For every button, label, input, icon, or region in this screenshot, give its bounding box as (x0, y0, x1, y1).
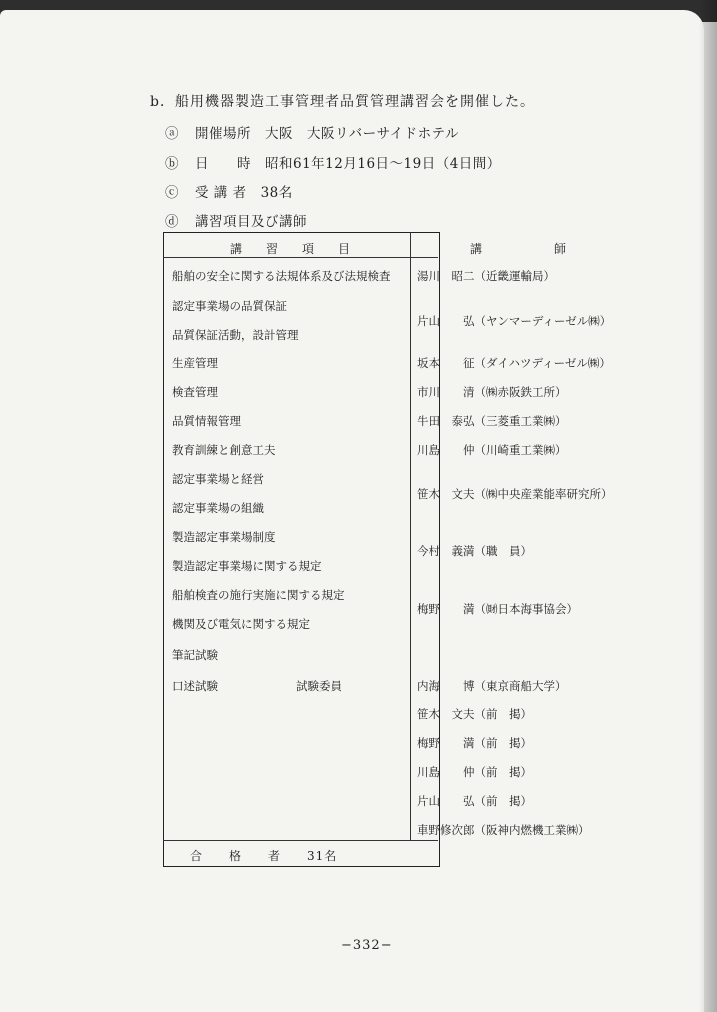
subject-cell: 生産管理 (172, 356, 218, 370)
instructor-cell: 市川 清（㈱赤阪鉄工所） (417, 385, 567, 399)
subject-cell: 筆記試験 (172, 648, 218, 662)
page-edge-shadow (699, 0, 717, 1012)
subject-cell: 品質情報管理 (172, 414, 241, 428)
item-datetime (165, 152, 501, 172)
subject-cell: 船舶の安全に関する法規体系及び法規検査 (172, 269, 391, 283)
instructor-cell: 湯川 昭二（近畿運輸局） (417, 269, 555, 283)
item-marker: ⓒ (165, 185, 179, 201)
item-attendees (165, 181, 293, 201)
subject-cell: 検査管理 (172, 385, 218, 399)
instructor-cell: 梅野 満（㈶日本海事協会） (417, 602, 578, 616)
instructor-cell: 笹木 文夫（㈱中央産業能率研究所） (417, 487, 613, 501)
subject-cell: 品質保証活動，設計管理 (172, 328, 299, 342)
exam-committee-label: 試験委員 (296, 679, 342, 693)
subject-cell: 認定事業場の組織 (172, 501, 264, 515)
instructor-cell: 今村 義満（職 員） (417, 544, 532, 558)
table-header-subjects: 講 習 項 目 (230, 242, 351, 256)
section-heading: b．船用機器製造工事管理者品質管理講習会を開催した。 (150, 94, 535, 110)
instructor-cell: 梅野 満（前 掲） (417, 736, 532, 750)
instructor-cell: 牛田 泰弘（三菱重工業㈱） (417, 414, 567, 428)
item-text: 日 時 昭和61年12月16日〜19日（4日間） (195, 156, 501, 172)
instructor-cell: 片山 弘（ヤンマーディーゼル㈱） (417, 314, 612, 328)
item-marker: ⓓ (165, 214, 179, 230)
table-footer-rule (163, 840, 438, 841)
subject-cell: 口述試験 (172, 679, 218, 693)
instructor-cell: 笹木 文夫（前 掲） (417, 707, 532, 721)
table-header-rule (163, 257, 438, 258)
subject-cell: 認定事業場と経営 (172, 472, 264, 486)
subject-cell: 製造認定事業場制度 (172, 530, 276, 544)
item-text: 開催場所 大阪 大阪リバーサイドホテル (195, 126, 459, 142)
instructor-cell: 車野修次郎（阪神内燃機工業㈱） (417, 823, 590, 837)
item-text: 受 講 者 38名 (195, 185, 293, 201)
subject-cell: 教育訓練と創意工夫 (172, 443, 276, 457)
table-header-instructors: 講 師 (470, 242, 567, 256)
instructor-cell: 坂本 征（ダイハツディーゼル㈱） (417, 356, 611, 370)
page-number: −332− (341, 938, 393, 953)
table-column-divider (410, 232, 411, 840)
item-marker: ⓐ (165, 126, 179, 142)
item-marker: ⓑ (165, 156, 179, 172)
instructor-cell: 片山 弘（前 掲） (417, 794, 532, 808)
instructor-cell: 川島 仲（前 掲） (417, 765, 532, 779)
subject-cell: 製造認定事業場に関する規定 (172, 559, 322, 573)
instructor-cell: 川島 仲（川崎重工業㈱） (417, 443, 567, 457)
item-venue (165, 122, 459, 142)
passed-count: 合 格 者 31名 (190, 849, 338, 863)
subject-cell: 機関及び電気に関する規定 (172, 617, 310, 631)
instructor-cell: 内海 博（東京商船大学） (417, 679, 567, 693)
subject-cell: 認定事業場の品質保証 (172, 299, 287, 313)
subject-cell: 船舶検査の施行実施に関する規定 (172, 588, 345, 602)
item-text: 講習項目及び講師 (195, 214, 307, 230)
item-course-contents (165, 210, 307, 230)
